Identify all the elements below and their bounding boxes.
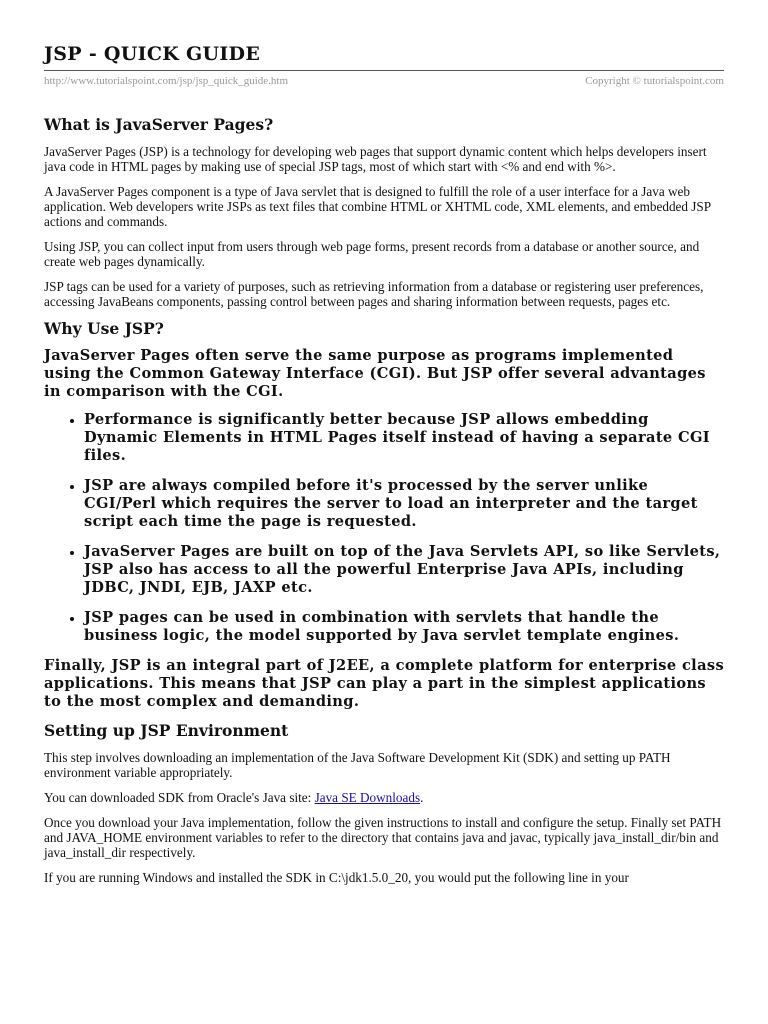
heading-what-is-jsp: What is JavaServer Pages? (44, 115, 274, 134)
paragraph: JavaServer Pages (JSP) is a technology for developing web pages that support dynamic content which helps developers insert java code in HTML pages by making use of special JSP tags, most of which start with <% and end with %>. (44, 144, 707, 174)
title-divider (44, 70, 724, 71)
heading-setting-up-environment: Setting up JSP Environment (44, 721, 289, 740)
page-meta (44, 74, 724, 88)
download-text-end: . (420, 790, 424, 805)
paragraph: Once you download your Java implementation, follow the given instructions to install and configure the setup. Finally set PATH and JAVA_HOME environment variables to refer to the directory that contains java and javac, typically java_install_dir/bin and java_install_dir respectively. (44, 815, 722, 860)
list-item: • JavaServer Pages are built on top of the Java Servlets API, so like Servlets, JSP also has access to all the powerful Enterprise Java APIs, including JDBC, JNDI, EJB, JAXP etc. (84, 543, 724, 597)
paragraph: This step involves downloading an implementation of the Java Software Development Kit (SDK) and setting up PATH environment variable appropriately. (44, 750, 671, 780)
java-se-downloads-link[interactable]: Java SE Downloads (314, 790, 421, 805)
heading-why-use-jsp: Why Use JSP? (44, 319, 164, 338)
document-title: JSP - QUICK GUIDE (44, 43, 261, 65)
list-item: • Performance is significantly better because JSP allows embedding Dynamic Elements in HTML Pages itself instead of having a separate CGI files. (84, 411, 724, 465)
advantages-list (44, 411, 724, 645)
download-text: You can downloaded SDK from Oracle's Java site: (44, 790, 315, 805)
paragraph: JSP tags can be used for a variety of purposes, such as retrieving information from a database or registering user preferences, accessing JavaBeans components, passing control between pages and sharing information between requests, pages etc. (44, 279, 704, 309)
why-conclusion: Finally, JSP is an integral part of J2EE, a complete platform for enterprise class applications. This means that JSP can play a part in the simplest applications to the most complex and demanding. (44, 657, 725, 710)
why-intro: JavaServer Pages often serve the same purpose as programs implemented using the Common Gateway Interface (CGI). But JSP offer several advantages in comparison with the CGI. (44, 347, 706, 400)
download-paragraph (44, 790, 724, 805)
paragraph: A JavaServer Pages component is a type of Java servlet that is designed to fulfill the role of a user interface for a Java web application. Web developers write JSPs as text files that combine HTML or XHTML code, XML elements, and embedded JSP actions and commands. (44, 184, 711, 229)
list-item: • JSP are always compiled before it's processed by the server unlike CGI/Perl which requires the server to load an interpreter and the target script each time the page is requested. (84, 477, 724, 531)
list-item: • JSP pages can be used in combination with servlets that handle the business logic, the model supported by Java servlet template engines. (84, 609, 724, 645)
paragraph: Using JSP, you can collect input from users through web page forms, present records from a database or another source, and create web pages dynamically. (44, 239, 700, 269)
copyright-notice: Copyright © tutorialspoint.com (585, 75, 724, 87)
paragraph: If you are running Windows and installed the SDK in C:\jdk1.5.0_20, you would put the following line in your (44, 870, 629, 885)
source-url: http://www.tutorialspoint.com/jsp/jsp_quick_guide.htm (44, 75, 289, 87)
